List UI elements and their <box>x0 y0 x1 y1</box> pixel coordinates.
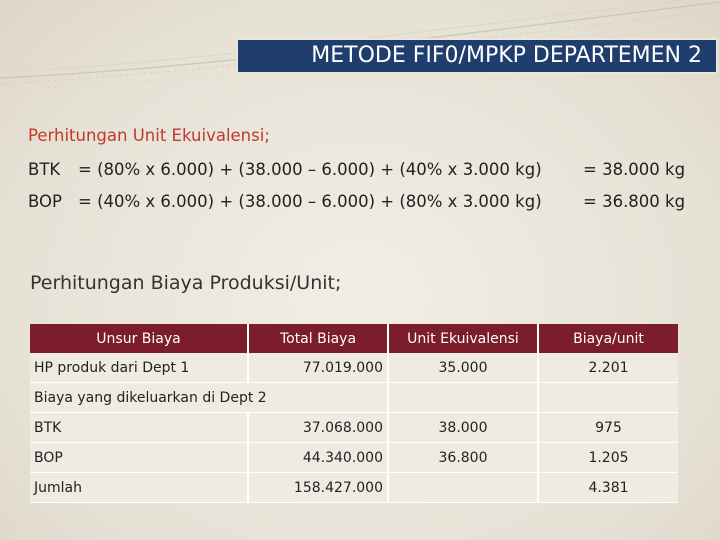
table-row <box>30 413 678 443</box>
cell-unsur: Biaya yang dikeluarkan di Dept 2 <box>30 383 388 413</box>
table-header-row <box>30 324 678 353</box>
header-unit-ekuivalensi: Unit Ekuivalensi <box>388 324 538 353</box>
slide-title: METODE FIF0/MPKP DEPARTEMEN 2 <box>236 38 718 74</box>
bop-result: = 36.800 kg <box>583 192 686 211</box>
cell-unit: 38.000 <box>388 413 538 443</box>
cell-total: 158.427.000 <box>248 473 388 503</box>
cell-unsur: BOP <box>30 443 248 473</box>
cell-total: 77.019.000 <box>248 353 388 383</box>
btk-formula: = (80% x 6.000) + (38.000 – 6.000) + (40% x 3.000 kg) <box>78 160 542 179</box>
cell-unit: 36.800 <box>388 443 538 473</box>
header-total-biaya: Total Biaya <box>248 324 388 353</box>
cell-biaya <box>538 383 678 413</box>
table-row <box>30 473 678 503</box>
cell-unit <box>388 473 538 503</box>
section1-heading: Perhitungan Unit Ekuivalensi; <box>28 126 270 145</box>
table-row <box>30 383 678 413</box>
cell-biaya: 1.205 <box>538 443 678 473</box>
cell-unsur: Jumlah <box>30 473 248 503</box>
cell-unsur: HP produk dari Dept 1 <box>30 353 248 383</box>
cell-unit <box>388 383 538 413</box>
cell-total: 37.068.000 <box>248 413 388 443</box>
table-row <box>30 353 678 383</box>
bop-formula: = (40% x 6.000) + (38.000 – 6.000) + (80% x 3.000 kg) <box>78 192 542 211</box>
cell-unit: 35.000 <box>388 353 538 383</box>
header-unsur-biaya: Unsur Biaya <box>30 324 248 353</box>
bop-label: BOP <box>28 192 62 211</box>
section2-heading: Perhitungan Biaya Produksi/Unit; <box>30 272 342 294</box>
table-row <box>30 443 678 473</box>
cell-biaya: 975 <box>538 413 678 443</box>
header-biaya-unit: Biaya/unit <box>538 324 678 353</box>
cell-total: 44.340.000 <box>248 443 388 473</box>
cell-biaya: 4.381 <box>538 473 678 503</box>
cost-table <box>30 324 678 503</box>
cell-unsur: BTK <box>30 413 248 443</box>
btk-label: BTK <box>28 160 61 179</box>
btk-result: = 38.000 kg <box>583 160 686 179</box>
cell-biaya: 2.201 <box>538 353 678 383</box>
